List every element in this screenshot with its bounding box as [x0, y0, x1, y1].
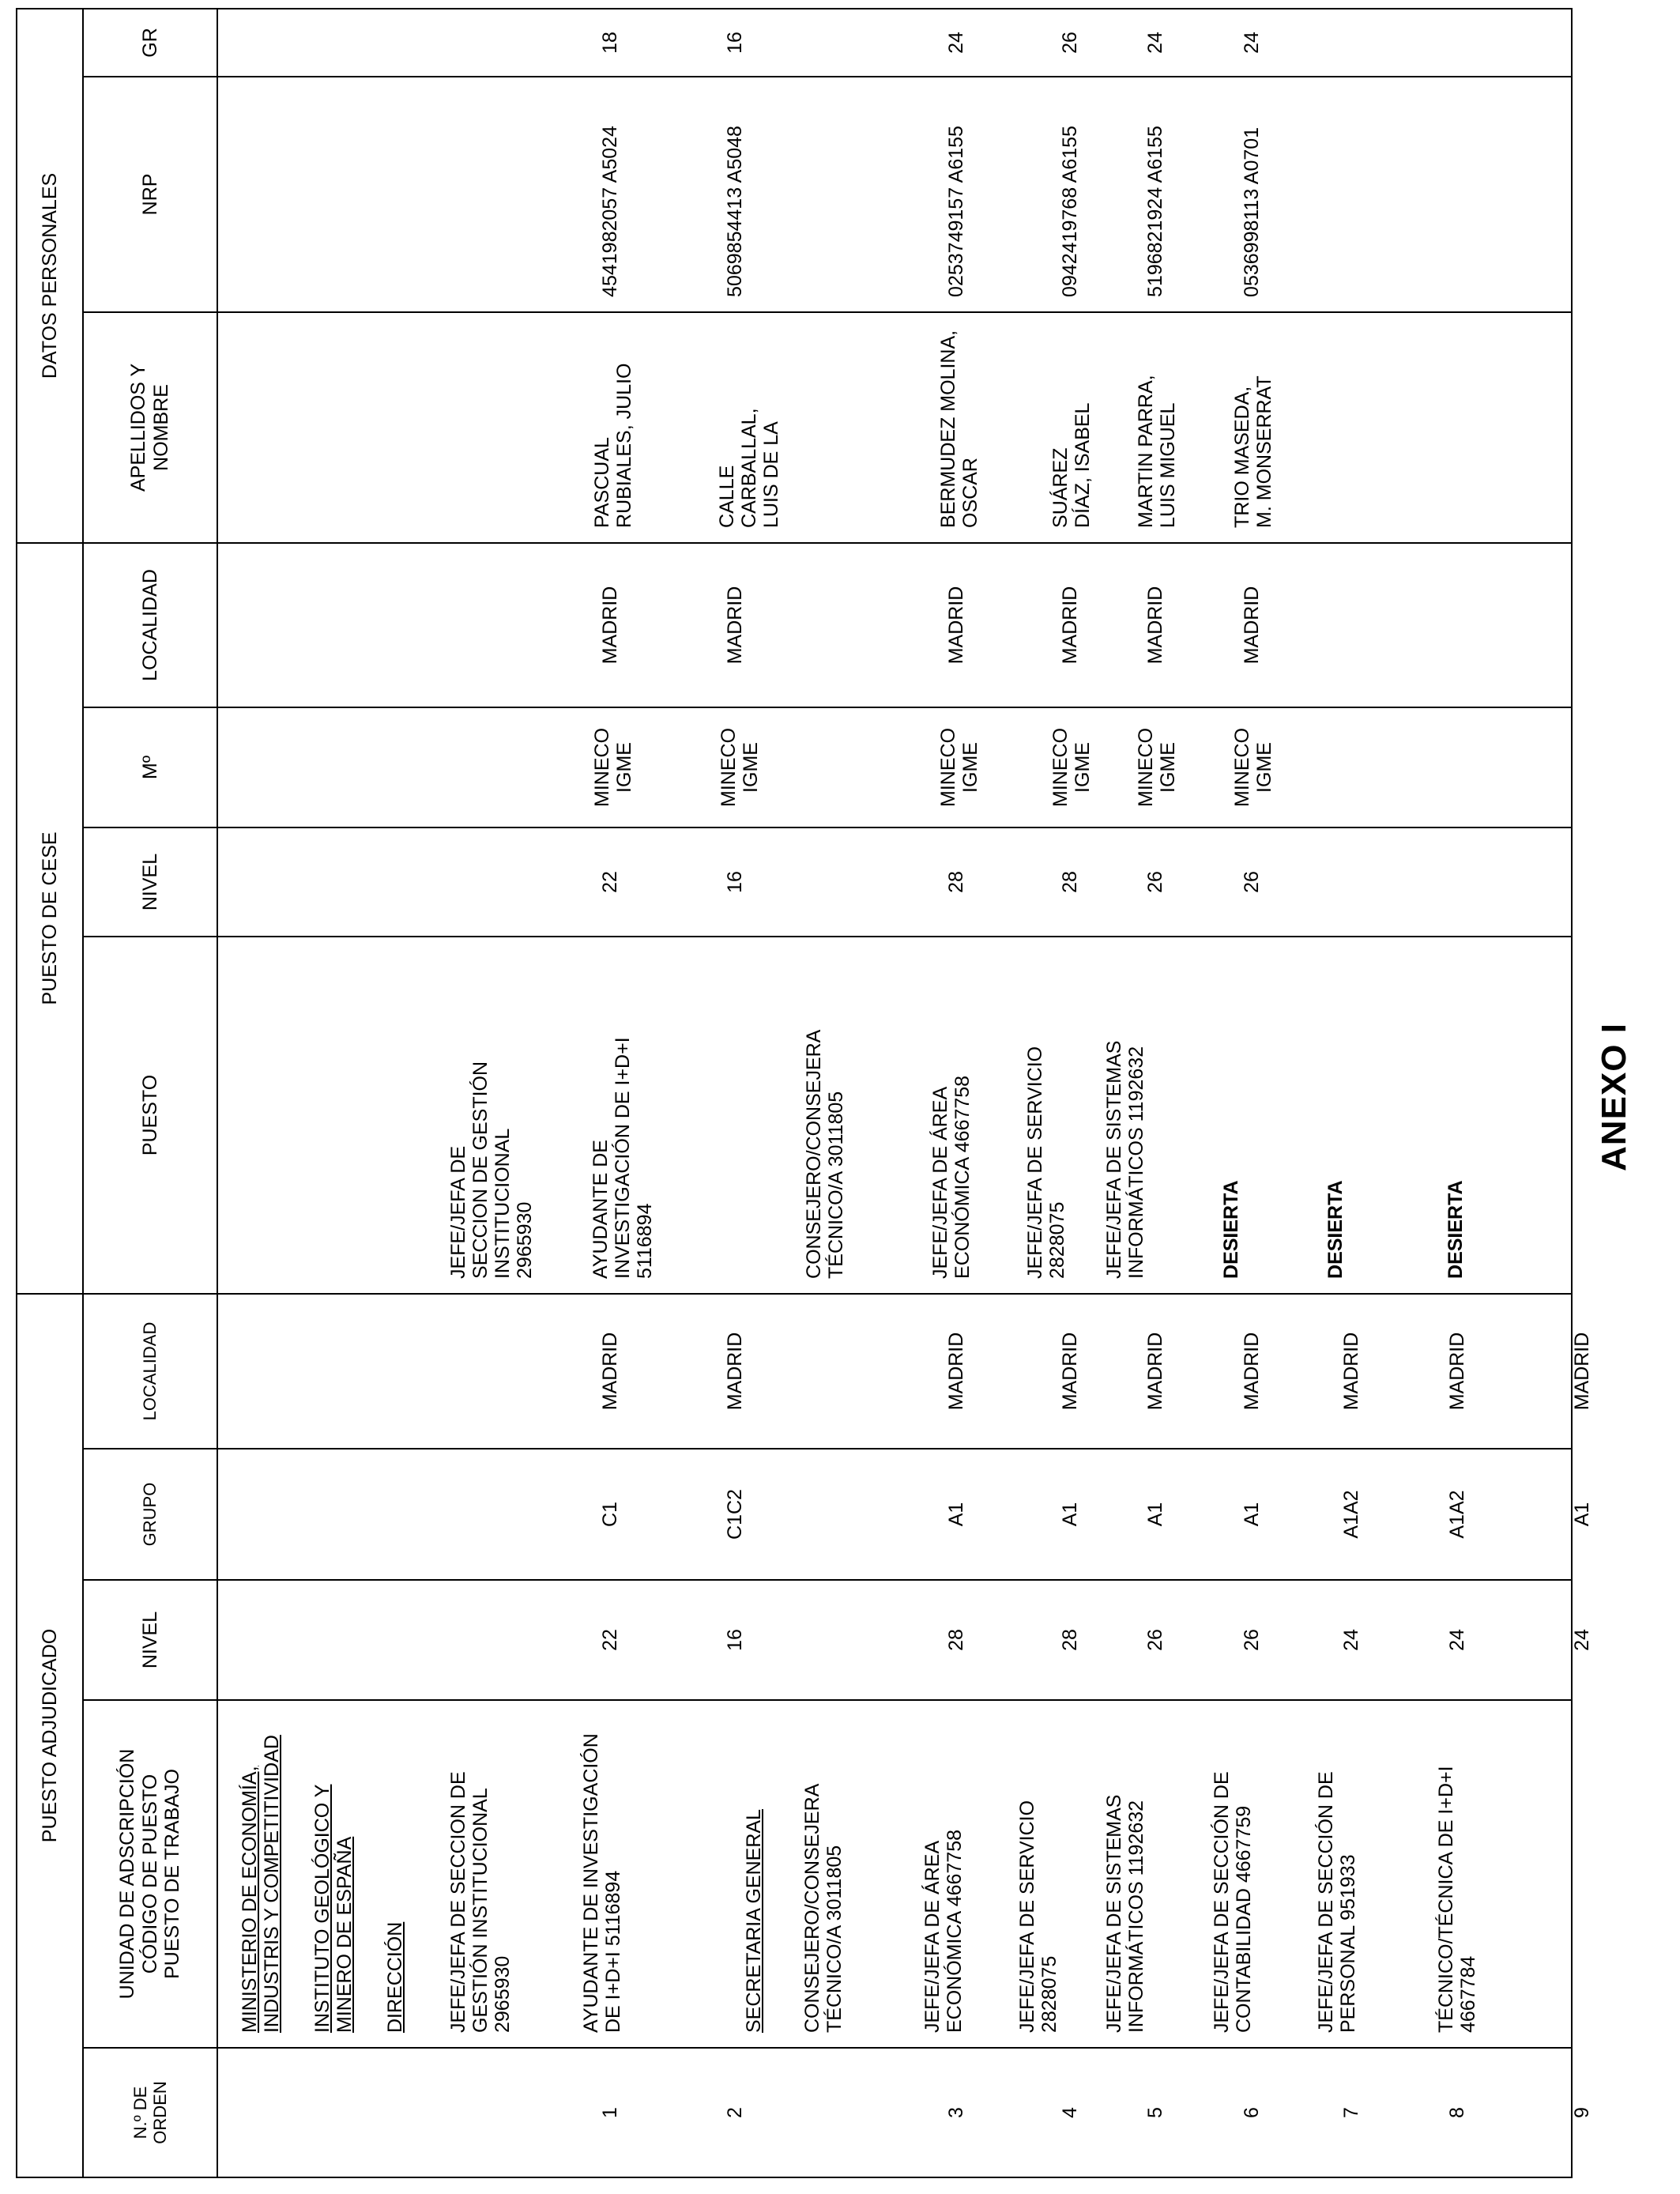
nombre-6: TRIO MASEDA, M. MONSERRAT	[1231, 375, 1275, 528]
section-secretaria: SECRETARIA GENERAL	[743, 1809, 765, 2033]
col-gr: GR	[83, 9, 217, 77]
localidad-cese-5: MADRID	[1144, 586, 1166, 665]
nivel-cese-2: 16	[724, 871, 746, 893]
gr-6: 24	[1241, 32, 1263, 54]
grupo-4: A1	[1059, 1502, 1081, 1527]
col-ministerio: Mº	[83, 707, 217, 827]
nivel-cese-4: 28	[1059, 871, 1081, 893]
col-localidad: LOCALIDAD	[83, 1294, 217, 1449]
nivel-cese-1: 22	[599, 871, 621, 893]
nivel-9: 24	[1571, 1629, 1593, 1651]
nrp-2: 5069854413 A5048	[724, 126, 746, 297]
localidad-2: MADRID	[724, 1332, 746, 1411]
col-grupo: GRUPO	[83, 1449, 217, 1580]
orden-5: 5	[1144, 2107, 1166, 2118]
cell-gr	[217, 9, 1572, 77]
nombre-3: BERMUDEZ MOLINA, OSCAR	[937, 330, 981, 528]
grupo-1: C1	[599, 1502, 621, 1527]
puesto-1: JEFE/JEFA DE SECCION DE GESTIÓN INSTITUCIONAL 2965930	[447, 1061, 536, 1279]
nrp-5: 5196821924 A6155	[1144, 126, 1166, 297]
gr-4: 26	[1059, 32, 1081, 54]
cell-localidad-cese	[217, 543, 1572, 707]
unidad-2: AYUDANTE DE INVESTIGACIÓN DE I+D+I 5116894	[580, 1733, 624, 2033]
nrp-3: 0253749157 A6155	[945, 126, 967, 297]
unidad-6: JEFE/JEFA DE SISTEMAS INFORMÁTICOS 1192632	[1103, 1794, 1147, 2033]
localidad-cese-4: MADRID	[1059, 586, 1081, 665]
orden-9: 9	[1571, 2107, 1593, 2118]
table-body-row	[217, 9, 1572, 2177]
localidad-5: MADRID	[1144, 1332, 1166, 1411]
cell-unidad	[217, 1700, 1572, 2048]
cell-localidad	[217, 1294, 1593, 1449]
localidad-cese-1: MADRID	[599, 586, 621, 665]
col-puesto: PUESTO	[83, 937, 217, 1294]
gr-5: 24	[1144, 32, 1166, 54]
nivel-4: 28	[1059, 1629, 1081, 1651]
nivel-cese-3: 28	[945, 871, 967, 893]
localidad-8: MADRID	[1446, 1332, 1468, 1411]
localidad-6: MADRID	[1241, 1332, 1263, 1411]
group-puesto-cese: PUESTO DE CESE	[17, 543, 83, 1294]
group-puesto-adjudicado: PUESTO ADJUDICADO	[17, 1294, 83, 2177]
ministerio-3: MINECO IGME	[937, 727, 981, 807]
gr-1: 18	[599, 32, 621, 54]
col-apellidos: APELLIDOS Y NOMBRE	[83, 312, 217, 543]
col-unidad: UNIDAD DE ADSCRIPCIÓN CÓDIGO DE PUESTO PUESTO DE TRABAJO	[83, 1700, 217, 2048]
localidad-3: MADRID	[945, 1332, 967, 1411]
section-direccion: DIRECCIÓN	[384, 1921, 406, 2033]
orden-1: 1	[599, 2107, 621, 2118]
ministerio-4: MINECO IGME	[1049, 727, 1094, 807]
grupo-7: A1A2	[1340, 1490, 1362, 1539]
nrp-1: 4541982057 A5024	[599, 126, 621, 297]
nivel-5: 26	[1144, 1629, 1166, 1651]
localidad-9: MADRID	[1571, 1332, 1593, 1411]
grupo-8: A1A2	[1446, 1490, 1468, 1539]
col-orden: N.º DE ORDEN	[83, 2048, 217, 2177]
nivel-6: 26	[1241, 1629, 1263, 1651]
orden-7: 7	[1340, 2107, 1362, 2118]
cell-apellidos	[217, 312, 1572, 543]
localidad-4: MADRID	[1059, 1332, 1081, 1411]
nrp-4: 0942419768 A6155	[1059, 126, 1081, 297]
orden-2: 2	[724, 2107, 746, 2118]
gr-3: 24	[945, 32, 967, 54]
nombre-4: SUÁREZ DÍAZ, ISABEL	[1049, 402, 1094, 528]
unidad-1: JEFE/JEFA DE SECCION DE GESTIÓN INSTITUCIONAL 2965930	[447, 1771, 514, 2033]
orden-4: 4	[1059, 2107, 1081, 2118]
cell-nivel	[217, 1580, 1593, 1700]
cell-grupo	[217, 1449, 1593, 1580]
nrp-6: 0536998113 A0701	[1241, 126, 1263, 297]
puesto-5: JEFE/JEFA DE SERVICIO 2828075	[1024, 1046, 1068, 1279]
puesto-6: JEFE/JEFA DE SISTEMAS INFORMÁTICOS 1192632	[1103, 1040, 1147, 1279]
unidad-5: JEFE/JEFA DE SERVICIO 2828075	[1016, 1800, 1060, 2033]
grupo-3: A1	[945, 1502, 967, 1527]
page-title: ANEXO I	[1595, 1023, 1633, 1171]
localidad-cese-6: MADRID	[1241, 586, 1263, 665]
cell-nrp	[217, 77, 1572, 312]
puesto-9: DESIERTA	[1445, 1180, 1467, 1279]
nivel-cese-6: 26	[1241, 871, 1263, 893]
section-ministerio: MINISTERIO DE ECONOMÍA, INDUSTRIS Y COMPETITIVIDAD	[239, 1735, 283, 2033]
nivel-7: 24	[1340, 1629, 1362, 1651]
gr-2: 16	[724, 32, 746, 54]
orden-8: 8	[1446, 2107, 1468, 2118]
anexo-table	[16, 8, 1593, 2178]
puesto-3: CONSEJERO/CONSEJERA TÉCNICO/A 3011805	[803, 1031, 847, 1279]
nivel-2: 16	[724, 1629, 746, 1651]
grupo-9: A1	[1571, 1502, 1593, 1527]
localidad-cese-3: MADRID	[945, 586, 967, 665]
puesto-2: AYUDANTE DE INVESTIGACIÓN DE I+D+I 5116894	[590, 1037, 656, 1279]
nombre-5: MARTIN PARRA, LUIS MIGUEL	[1135, 375, 1179, 528]
grupo-6: A1	[1241, 1502, 1263, 1527]
unidad-3: CONSEJERO/CONSEJERA TÉCNICO/A 3011805	[801, 1785, 846, 2033]
nivel-8: 24	[1446, 1629, 1468, 1651]
puesto-8: DESIERTA	[1324, 1180, 1347, 1279]
orden-3: 3	[945, 2107, 967, 2118]
cell-nivel-cese	[217, 827, 1572, 937]
header-columns-row	[83, 9, 217, 2177]
grupo-2: C1C2	[724, 1489, 746, 1540]
localidad-cese-2: MADRID	[724, 586, 746, 665]
nombre-2: CALLE CARBALLAL, LUIS DE LA	[716, 408, 782, 528]
puesto-7: DESIERTA	[1220, 1180, 1242, 1279]
unidad-7: JEFE/JEFA DE SECCIÓN DE CONTABILIDAD 4667759	[1211, 1771, 1255, 2033]
group-datos-personales: DATOS PERSONALES	[17, 9, 83, 543]
ministerio-1: MINECO IGME	[591, 727, 635, 807]
col-nrp: NRP	[83, 77, 217, 312]
section-instituto: INSTITUTO GEOLÓGICO Y MINERO DE ESPAÑA	[311, 1784, 356, 2033]
col-nivel-cese: NIVEL	[83, 827, 217, 937]
grupo-5: A1	[1144, 1502, 1166, 1527]
cell-ministerio	[217, 707, 1572, 827]
ministerio-5: MINECO IGME	[1135, 727, 1179, 807]
nivel-3: 28	[945, 1629, 967, 1651]
localidad-1: MADRID	[599, 1332, 621, 1411]
cell-orden	[217, 2048, 1593, 2177]
col-localidad-cese: LOCALIDAD	[83, 543, 217, 707]
unidad-9: TÉCNICO/TÉCNICA DE I+D+I 4667784	[1435, 1766, 1479, 2033]
nivel-cese-5: 26	[1144, 871, 1166, 893]
nombre-1: PASCUAL RUBIALES, JULIO	[591, 363, 635, 528]
unidad-8: JEFE/JEFA DE SECCIÓN DE PERSONAL 951933	[1315, 1771, 1359, 2033]
localidad-7: MADRID	[1340, 1332, 1362, 1411]
ministerio-6: MINECO IGME	[1231, 727, 1275, 807]
col-nivel: NIVEL	[83, 1580, 217, 1700]
nivel-1: 22	[599, 1629, 621, 1651]
puesto-4: JEFE/JEFA DE ÁREA ECONÓMICA 4667758	[929, 1075, 974, 1279]
cell-puesto	[217, 937, 1572, 1294]
unidad-4: JEFE/JEFA DE ÁREA ECONÓMICA 4667758	[921, 1829, 966, 2033]
orden-6: 6	[1241, 2107, 1263, 2118]
ministerio-2: MINECO IGME	[718, 727, 762, 807]
header-group-row	[17, 9, 83, 2177]
